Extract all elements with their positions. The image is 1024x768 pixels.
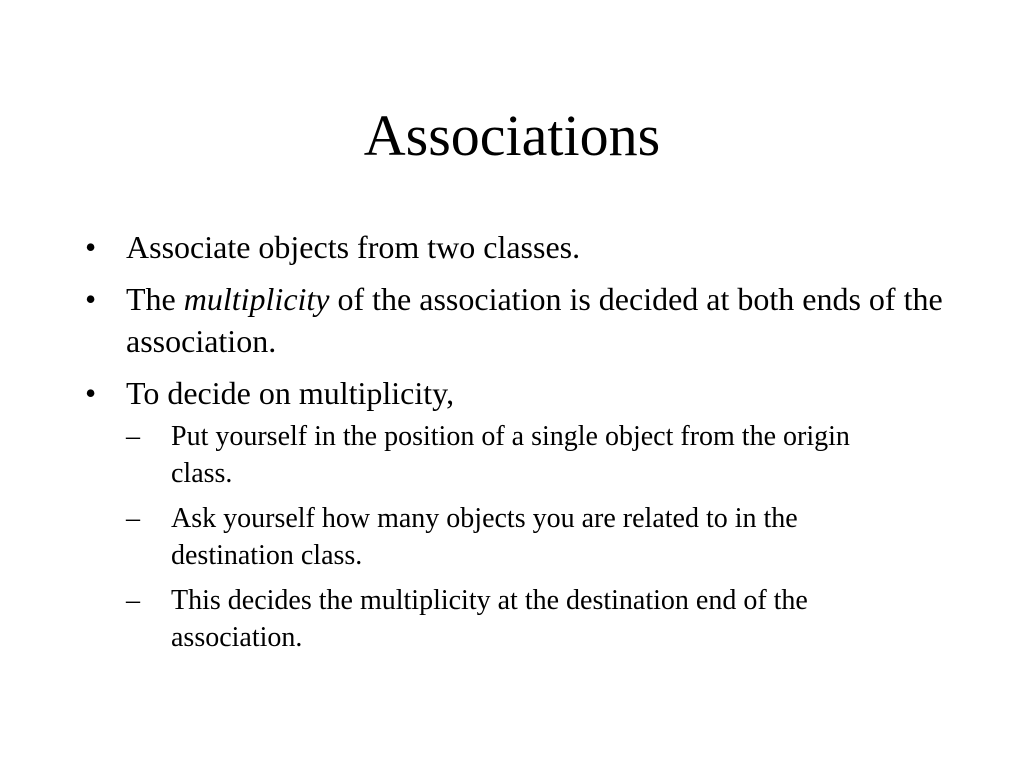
sub-bullet-text: Ask yourself how many objects you are related to in the destination class. <box>171 503 798 571</box>
bullet-text-pre: The <box>126 281 184 317</box>
sub-bullet-item <box>126 582 916 656</box>
bullet-item <box>85 278 965 362</box>
sub-bullet-item <box>126 500 916 574</box>
bullet-text: To decide on multiplicity, <box>126 375 455 411</box>
bullet-text-emphasis: multiplicity <box>183 281 330 317</box>
sub-bullet-marker: – <box>126 585 140 616</box>
sub-bullet-list <box>126 418 916 656</box>
bullet-text-post: of the association is decided at both ends of the association. <box>126 281 943 359</box>
sub-bullet-text: This decides the multiplicity at the destination end of the association. <box>171 585 808 653</box>
bullet-marker: • <box>85 375 97 411</box>
sub-bullet-marker: – <box>126 421 140 452</box>
bullet-list <box>85 226 965 666</box>
sub-bullet-item <box>126 418 916 492</box>
sub-bullet-marker: – <box>126 503 140 534</box>
sub-bullet-text: Put yourself in the position of a single object from the origin class. <box>171 421 850 489</box>
bullet-item <box>85 226 965 268</box>
slide-title: Associations <box>363 103 661 168</box>
bullet-item <box>85 372 965 656</box>
bullet-marker: • <box>85 281 97 317</box>
bullet-marker: • <box>85 229 97 265</box>
bullet-text: Associate objects from two classes. <box>126 229 581 265</box>
